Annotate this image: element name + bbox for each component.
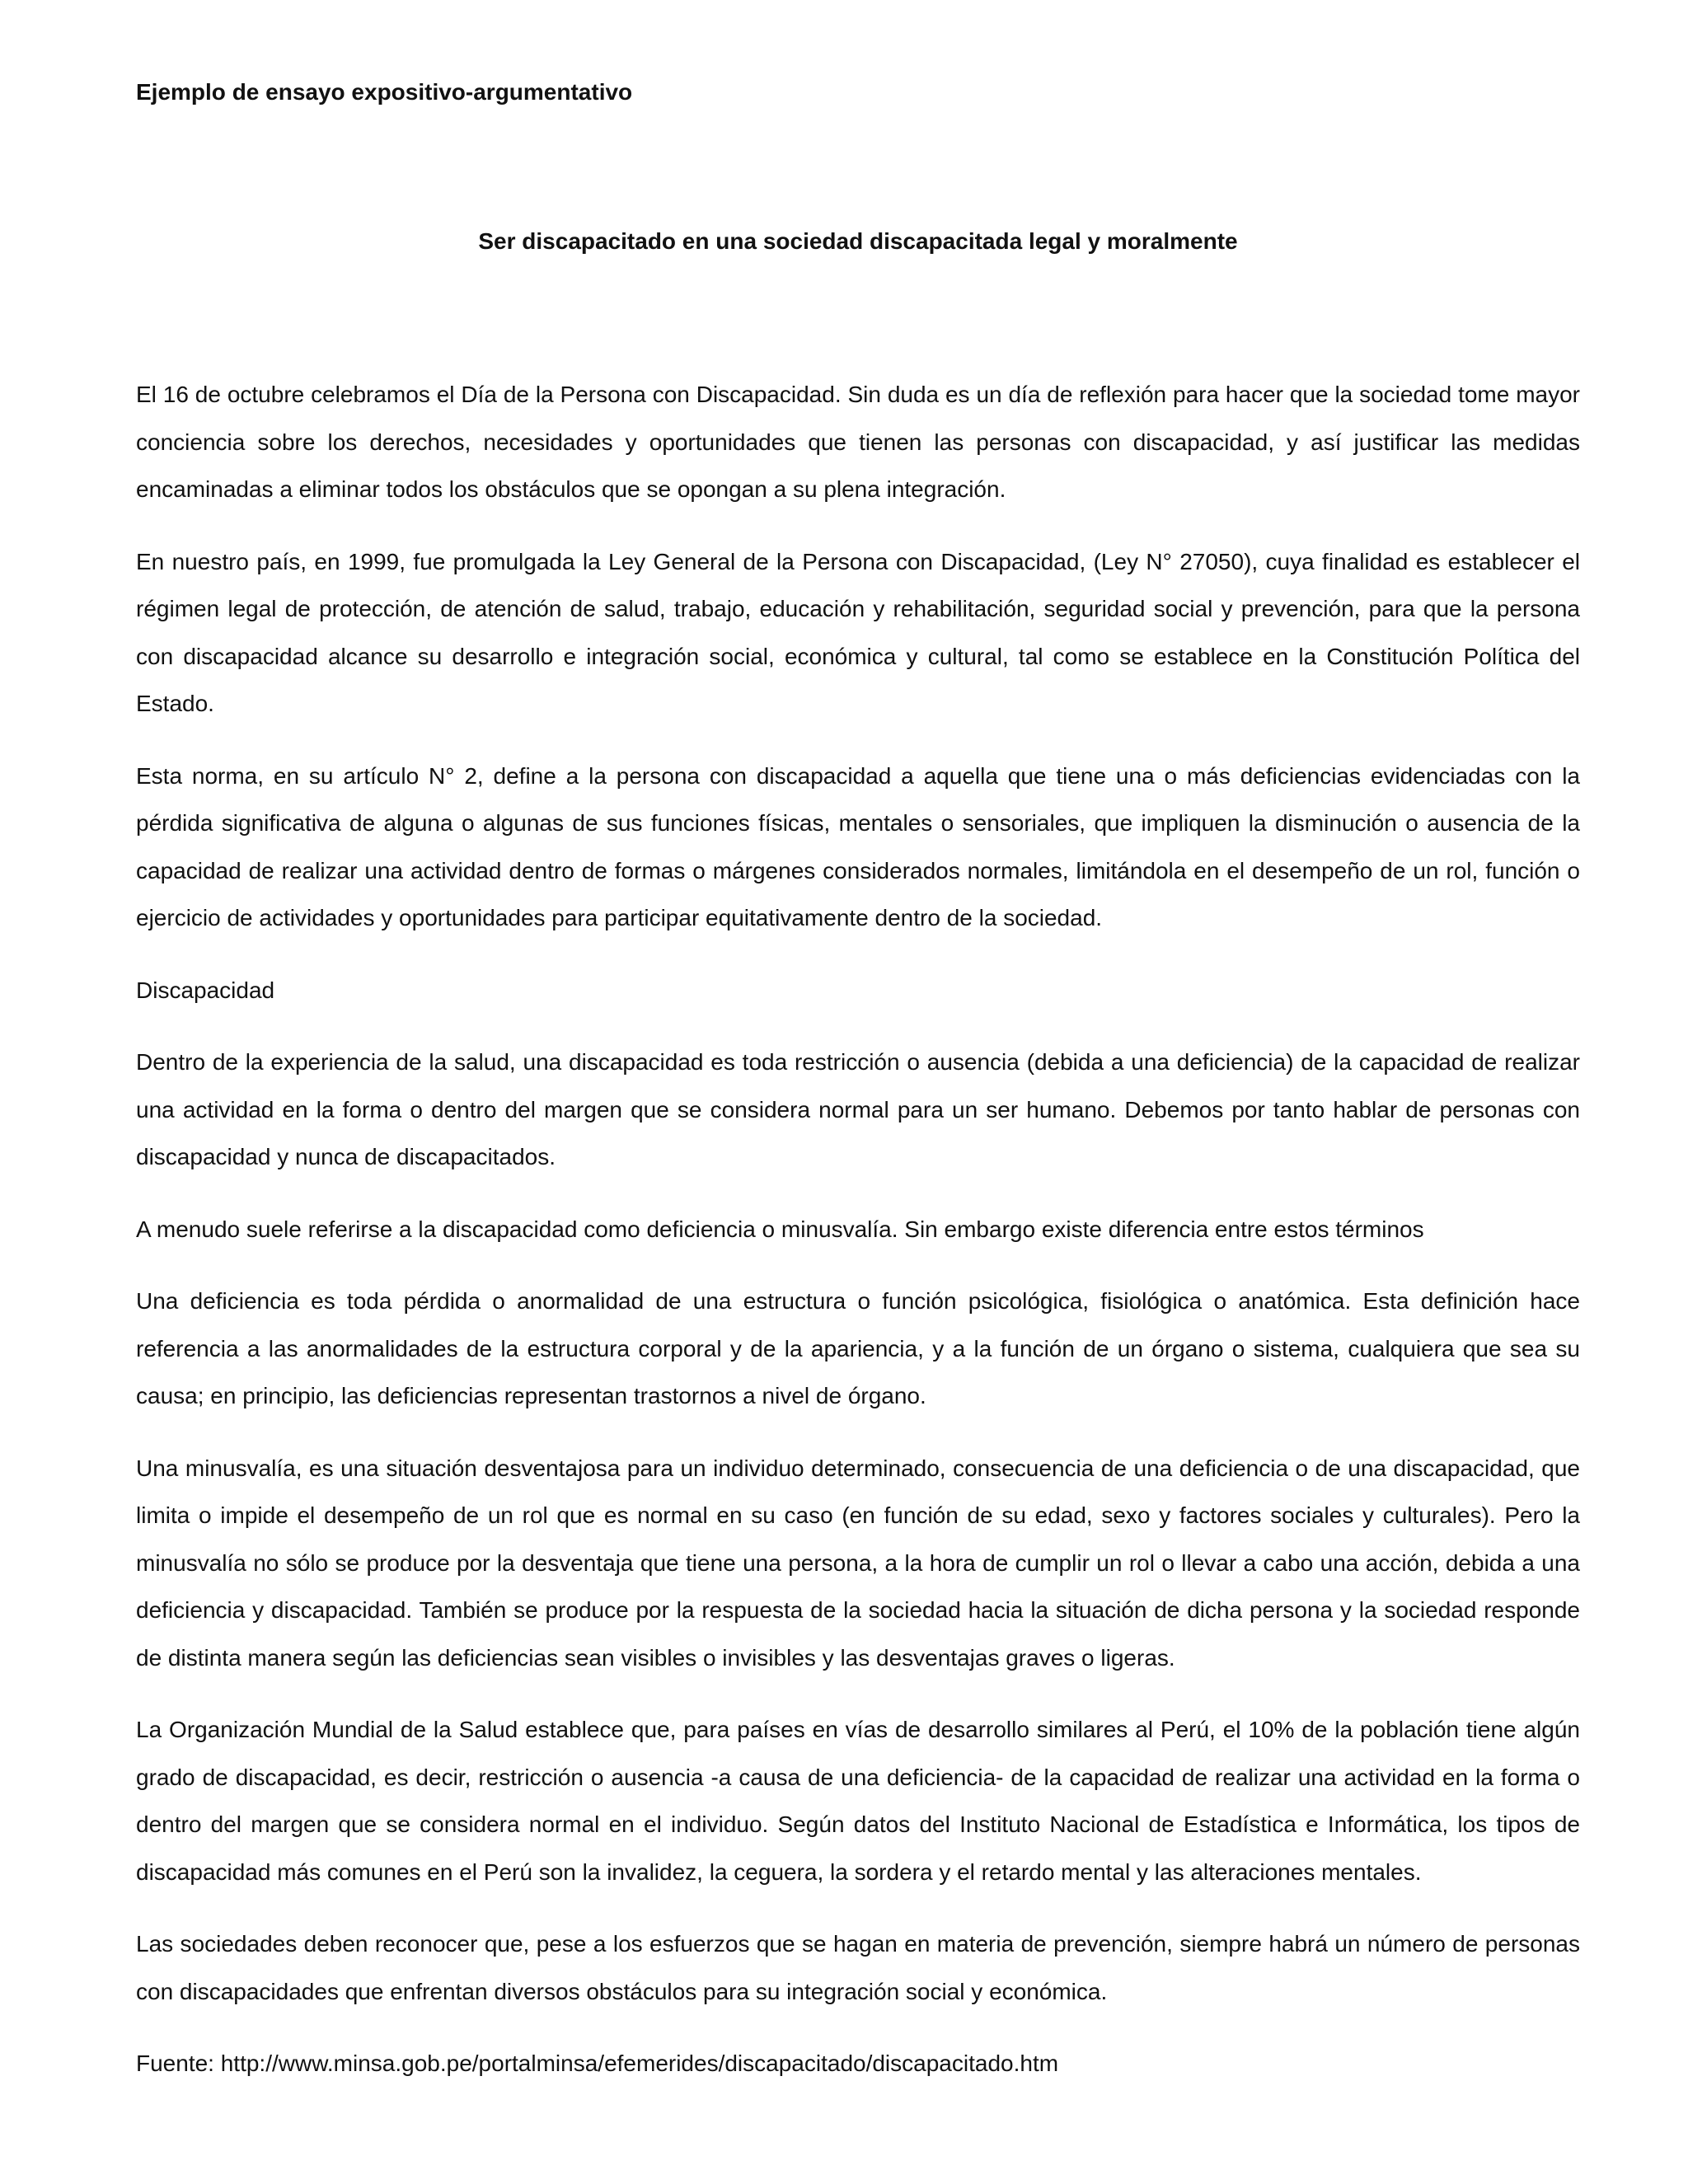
section-heading-discapacidad: Discapacidad [136, 977, 275, 1003]
source-citation: Fuente: http://www.minsa.gob.pe/portalminsa/efemerides/discapacitado/discapacitado.htm [136, 2050, 1059, 2076]
paragraph-deficiencia: Una deficiencia es toda pérdida o anormalidad de una estructura o función psicológica, fisiológica o anatómica. Esta definición hace referencia a las anormalidades de la estructura corporal y de la apariencia, y a la función de un órgano o sistema, cualquiera que sea su causa; en principio, las deficiencias representan trastornos a nivel de órgano. [136, 1288, 1580, 1408]
paragraph-minusvalia: Una minusvalía, es una situación desventajosa para un individuo determinado, consecuencia de una deficiencia o de una discapacidad, que limita o impide el desempeño de un rol que es normal en su caso (en función de su edad, sexo y factores sociales y culturales). Pero la minusvalía no sólo se produce por la desventaja que tiene una persona, a la hora de cumplir un rol o llevar a cabo una acción, debida a una deficiencia y discapacidad. También se produce por la respuesta de la sociedad hacia la situación de dicha persona y la sociedad responde de distinta manera según las deficiencias sean visibles o invisibles y las desventajas graves o ligeras. [136, 1455, 1580, 1671]
essay-body [136, 371, 1580, 2112]
essay-title: Ser discapacitado en una sociedad discapacitada legal y moralmente [478, 228, 1238, 254]
paragraph-terms: A menudo suele referirse a la discapacidad como deficiencia o minusvalía. Sin embargo existe diferencia entre estos términos [136, 1216, 1424, 1242]
paragraph-law: En nuestro país, en 1999, fue promulgada la Ley General de la Persona con Discapacidad, (Ley N° 27050), cuya finalidad es establecer el régimen legal de protección, de atención de salud, trabajo, educación y rehabilitación, seguridad social y prevención, para que la persona con discapacidad alcance su desarrollo e integración social, económica y cultural, tal como se establece en la Constitución Política del Estado. [136, 548, 1580, 716]
paragraph-oms: La Organización Mundial de la Salud establece que, para países en vías de desarrollo similares al Perú, el 10% de la población tiene algún grado de discapacidad, es decir, restricción o ausencia -a causa de una deficiencia- de la capacidad de realizar una actividad en la forma o dentro del margen que se considera normal en el individuo. Según datos del Instituto Nacional de Estadística e Informática, los tipos de discapacidad más comunes en el Perú son la invalidez, la ceguera, la sordera y el retardo mental y las alteraciones mentales. [136, 1717, 1580, 1885]
paragraph-intro: El 16 de octubre celebramos el Día de la Persona con Discapacidad. Sin duda es un día de reflexión para hacer que la sociedad tome mayor conciencia sobre los derechos, necesidades y oportunidades que tienen las personas con discapacidad, y así justificar las medidas encaminadas a eliminar todos los obstáculos que se opongan a su plena integración. [136, 382, 1580, 502]
paragraph-societies: Las sociedades deben reconocer que, pese a los esfuerzos que se hagan en materia de prevención, siempre habrá un número de personas con discapacidades que enfrentan diversos obstáculos para su integración social y económica. [136, 1931, 1580, 2004]
document-label: Ejemplo de ensayo expositivo-argumentativo [136, 79, 633, 105]
paragraph-definition: Esta norma, en su artículo N° 2, define a la persona con discapacidad a aquella que tiene una o más deficiencias evidenciadas con la pérdida significativa de alguna o algunas de sus funciones físicas, mentales o sensoriales, que impliquen la disminución o ausencia de la capacidad de realizar una actividad dentro de formas o márgenes considerados normales, limitándola en el desempeño de un rol, función o ejercicio de actividades y oportunidades para participar equitativamente dentro de la sociedad. [136, 762, 1580, 930]
paragraph-health-experience: Dentro de la experiencia de la salud, una discapacidad es toda restricción o ausencia (debida a una deficiencia) de la capacidad de realizar una actividad en la forma o dentro del margen que se considera normal para un ser humano. Debemos por tanto hablar de personas con discapacidad y nunca de discapacitados. [136, 1049, 1580, 1169]
